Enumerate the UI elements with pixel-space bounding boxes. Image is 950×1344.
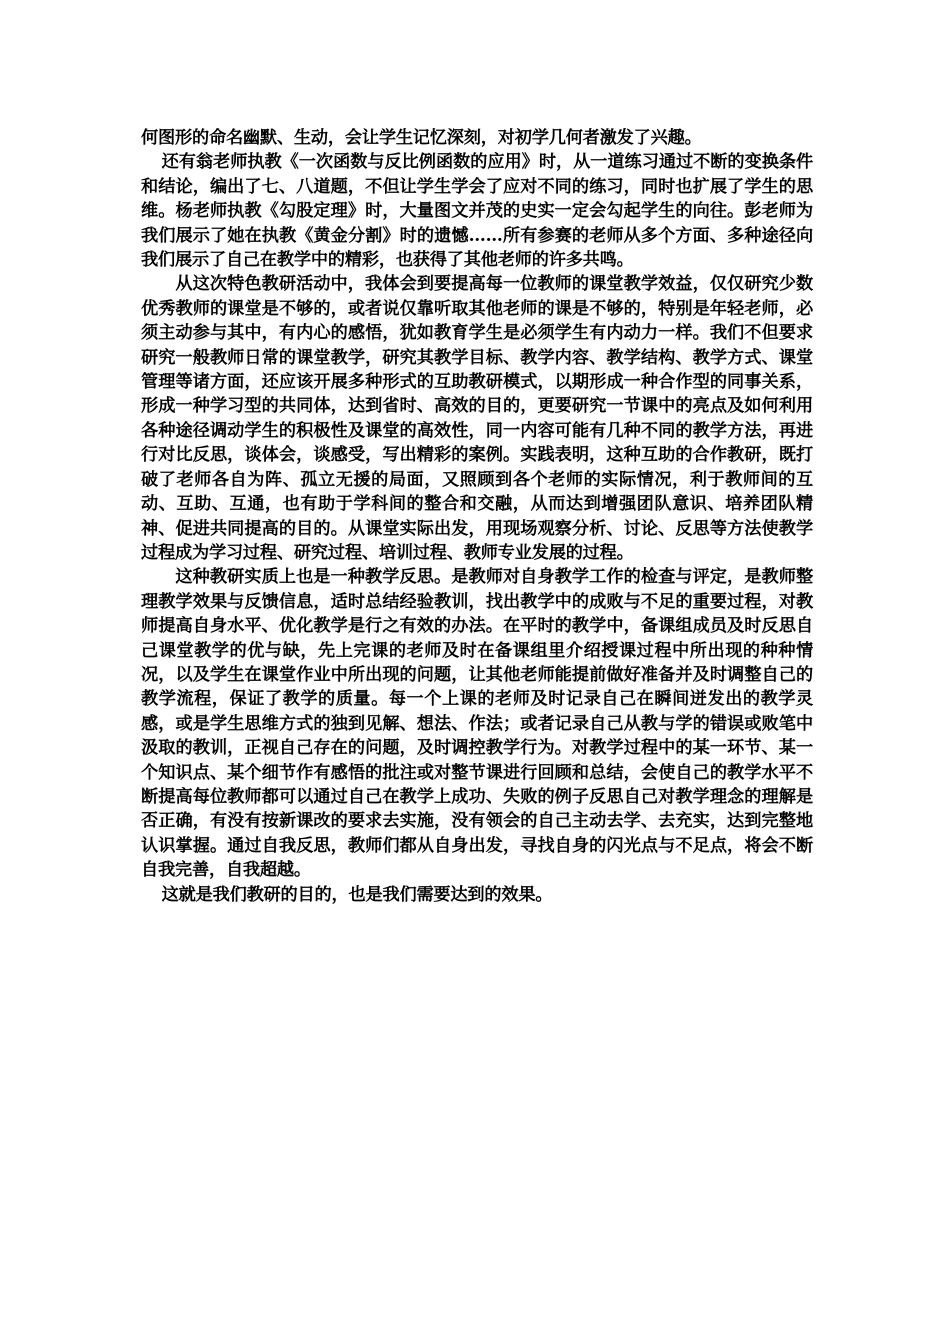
paragraph-continuation: 何图形的命名幽默、生动，会让学生记忆深刻，对初学几何者激发了兴趣。 bbox=[141, 128, 702, 148]
paragraph-conclusion: 这就是我们教研的目的，也是我们需要达到的效果。 bbox=[161, 884, 553, 905]
paragraph-research-insights: 从这次特色教研活动中，我体会到要提高每一位教师的课堂教学效益，仅仅研究少数优秀教师的课堂是不够的，或者说仅靠听取其他老师的课是不够的，特别是年轻老师，必须主动参与其中，有内心的感悟，犹如教育学生是必须学生有内动力一样。我们不但要求研究一般教师日常的课堂教学，研究其教学目标、教学内容、教学结构、教学方式、课堂管理等诸方面，还应该开展多种形式的互助教研模式，以期形成一种合作型的同事关系，形成一种学习型的共同体，达到省时、高效的目的，更要研究一节课中的亮点及如何利用各种途径调动学生的积极性及课堂的高效性，同一内容可能有几种不同的教学方法，再进行对比反思，谈体会，谈感受，写出精彩的案例。实践表明，这种互助的合作教研，既打破了老师各自为阵、孤立无援的局面，又照顾到各个老师的实际情况，利于教师间的互动、互助、互通，也有助于学科间的整合和交融，从而达到增强团队意识、培养团队精神、促进共同提高的目的。从课堂实际出发，用现场观察分析、讨论、反思等方法使教学过程成为学习过程、研究过程、培训过程、教师专业发展的过程。 bbox=[141, 274, 813, 563]
paragraph-demo-lessons: 还有翁老师执教《一次函数与反比例函数的应用》时，从一道练习通过不断的变换条件和结论，编出了七、八道题，不但让学生学会了应对不同的练习，同时也扩展了学生的思维。杨老师执教《勾股定理》时，大量图文并茂的史实一定会勾起学生的向往。彭老师为我们展示了她在执教《黄金分割》时的遗憾……所有参赛的老师从多个方面、多种途径向我们展示了自己在教学中的精彩，也获得了其他老师的许多共鸣。 bbox=[141, 152, 813, 271]
document-page bbox=[141, 126, 813, 907]
paragraph-teaching-reflection: 这种教研实质上也是一种教学反思。是教师对自身教学工作的检查与评定，是教师整理教学效果与反馈信息，适时总结经验教训，找出教学中的成败与不足的重要过程，对教师提高自身水平、优化教学是行之有效的办法。在平时的教学中，备课组成员及时反思自己课堂教学的优与缺，先上完课的老师及时在备课组里介绍授课过程中所出现的种种情况，以及学生在课堂作业中所出现的问题，让其他老师能提前做好准备并及时调整自己的教学流程，保证了教学的质量。每一个上课的老师及时记录自己在瞬间迸发出的教学灵感，或是学生思维方式的独到见解、想法、作法；或者记录自己从教与学的错误或败笔中汲取的教训，正视自己存在的问题，及时调控教学行为。对教学过程中的某一环节、某一个知识点、某个细节作有感悟的批注或对整节课进行回顾和总结，会使自己的教学水平不断提高每位教师都可以通过自己在教学上成功、失败的例子反思自己对教学理念的理解是否正确，有没有按新课改的要求去实施，没有领会的自己主动去学、去充实，达到完整地认识掌握。通过自我反思，教师们都从自身出发，寻找自身的闪光点与不足点，将会不断自我完善，自我超越。 bbox=[141, 567, 813, 881]
